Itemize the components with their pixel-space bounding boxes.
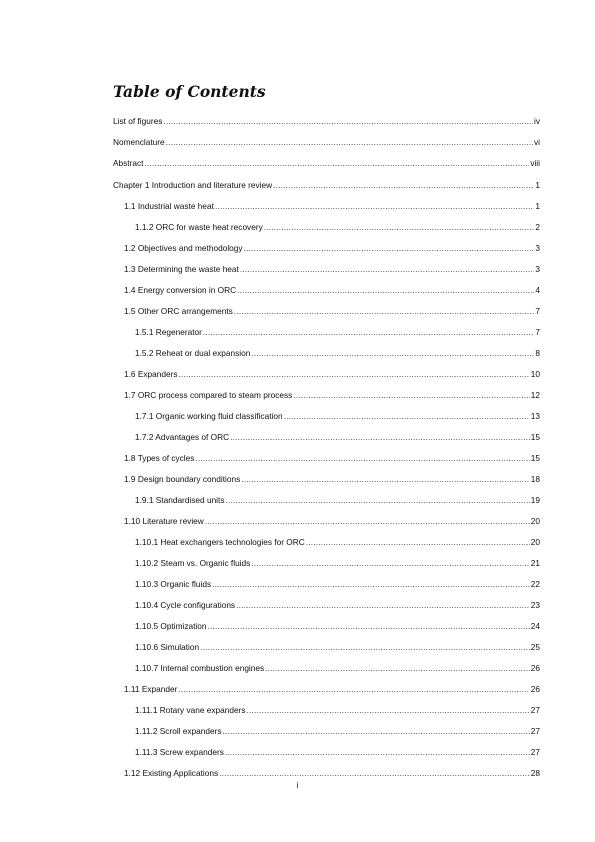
- toc-entry-page: 19: [530, 495, 540, 505]
- toc-entry-page: 12: [530, 390, 540, 400]
- toc-dot-leader: [240, 263, 535, 275]
- toc-entry-page: 26: [530, 684, 540, 694]
- toc-entry-title: 1.2 Objectives and methodology: [124, 243, 243, 253]
- toc-entry-nomenclature[interactable]: [113, 136, 540, 148]
- toc-entry-title: Abstract: [113, 158, 144, 168]
- toc-dot-leader: [195, 452, 529, 464]
- toc-entry-page: 18: [530, 474, 540, 484]
- toc-entry-page: iv: [534, 116, 540, 126]
- toc-entry-title: 1.5.1 Regenerator: [135, 327, 202, 337]
- toc-entry-page: 21: [530, 558, 540, 568]
- toc-entry-page: 15: [530, 432, 540, 442]
- toc-entry-page: 8: [535, 348, 540, 358]
- toc-entry-title: 1.8 Types of cycles: [124, 453, 195, 463]
- toc-entry-page: 3: [535, 243, 540, 253]
- toc-entry-page: vi: [534, 137, 540, 147]
- toc-entry-title: 1.10.5 Optimization: [135, 621, 207, 631]
- toc-dot-leader: [251, 557, 529, 569]
- toc-dot-leader: [163, 115, 533, 127]
- toc-entry-1-9[interactable]: [124, 473, 540, 485]
- toc-dot-leader: [223, 725, 530, 737]
- toc-entry-page: 22: [530, 579, 540, 589]
- toc-entry-page: 7: [535, 327, 540, 337]
- toc-entry-page: 2: [535, 222, 540, 232]
- toc-dot-leader: [225, 494, 529, 506]
- page-number: i: [296, 780, 299, 790]
- toc-entry-title: 1.6 Expanders: [124, 369, 178, 379]
- toc-dot-leader: [234, 305, 535, 317]
- toc-dot-leader: [178, 683, 529, 695]
- toc-entry-1-5[interactable]: [124, 305, 540, 317]
- toc-entry-page: 20: [530, 537, 540, 547]
- toc-entry-1-11[interactable]: [124, 683, 540, 695]
- toc-entry-title: 1.9 Design boundary conditions: [124, 474, 241, 484]
- toc-entry-title: Chapter 1 Introduction and literature review: [113, 180, 273, 190]
- toc-entry-page: 27: [530, 747, 540, 757]
- toc-entry-title: List of figures: [113, 116, 163, 126]
- toc-entry-page: 15: [530, 453, 540, 463]
- toc-dot-leader: [144, 157, 529, 169]
- toc-entry-title: 1.7 ORC process compared to steam process: [124, 390, 293, 400]
- toc-entry-1-11-1[interactable]: [135, 704, 540, 716]
- toc-entry-1-10-1[interactable]: [135, 536, 540, 548]
- toc-entry-1-5-1[interactable]: [135, 326, 540, 338]
- toc-entry-title: 1.7.2 Advantages of ORC: [135, 432, 230, 442]
- toc-dot-leader: [207, 620, 529, 632]
- toc-entry-1-10-3[interactable]: [135, 578, 540, 590]
- toc-dot-leader: [179, 368, 530, 380]
- toc-entry-1-4[interactable]: [124, 284, 540, 296]
- toc-entry-1-6[interactable]: [124, 368, 540, 380]
- toc-entry-1-11-2[interactable]: [135, 725, 540, 737]
- toc-dot-leader: [244, 242, 535, 254]
- toc-entry-1-7-2[interactable]: [135, 431, 540, 443]
- toc-entry-title: 1.10.7 Internal combustion engines: [135, 663, 265, 673]
- toc-entry-title: 1.11 Expander: [124, 684, 178, 694]
- toc-dot-leader: [203, 326, 534, 338]
- toc-entry-title: 1.10.4 Cycle configurations: [135, 600, 236, 610]
- toc-entry-1-10-2[interactable]: [135, 557, 540, 569]
- toc-dot-leader: [205, 515, 530, 527]
- toc-entry-1-10-4[interactable]: [135, 599, 540, 611]
- toc-entry-1-10[interactable]: [124, 515, 540, 527]
- toc-dot-leader: [247, 704, 530, 716]
- toc-dot-leader: [215, 200, 534, 212]
- toc-entry-title: 1.10.3 Organic fluids: [135, 579, 212, 589]
- toc-dot-leader: [293, 389, 529, 401]
- toc-dot-leader: [200, 641, 530, 653]
- toc-dot-leader: [264, 221, 535, 233]
- toc-entry-title: 1.5 Other ORC arrangements: [124, 306, 233, 316]
- toc-entry-1-2[interactable]: [124, 242, 540, 254]
- toc-entry-page: 24: [530, 621, 540, 631]
- toc-entry-1-1-2[interactable]: [135, 221, 540, 233]
- toc-entry-1-11-3[interactable]: [135, 746, 540, 758]
- toc-entry-page: 10: [530, 369, 540, 379]
- toc-dot-leader: [251, 347, 534, 359]
- toc-entry-title: 1.1 Industrial waste heat: [124, 201, 214, 211]
- toc-entry-title: 1.3 Determining the waste heat: [124, 264, 239, 274]
- toc-dot-leader: [284, 410, 530, 422]
- toc-entry-1-7-1[interactable]: [135, 410, 540, 422]
- toc-entry-1-10-5[interactable]: [135, 620, 540, 632]
- toc-entry-title: 1.9.1 Standardised units: [135, 495, 225, 505]
- toc-entry-1-9-1[interactable]: [135, 494, 540, 506]
- toc-entry-1-5-2[interactable]: [135, 347, 540, 359]
- toc-dot-leader: [273, 179, 534, 191]
- toc-entry-1-3[interactable]: [124, 263, 540, 275]
- toc-entry-title: 1.7.1 Organic working fluid classification: [135, 411, 283, 421]
- toc-entry-page: 28: [530, 768, 540, 778]
- toc-entry-title: 1.10.2 Steam vs. Organic fluids: [135, 558, 251, 568]
- toc-entry-page: 23: [530, 600, 540, 610]
- toc-dot-leader: [306, 536, 530, 548]
- toc-entry-page: 4: [535, 285, 540, 295]
- toc-entry-1-1[interactable]: [124, 200, 540, 212]
- toc-entry-chapter-1[interactable]: [113, 179, 540, 191]
- toc-entry-list-of-figures[interactable]: [113, 115, 540, 127]
- toc-entry-page: 27: [530, 726, 540, 736]
- toc-entry-1-10-6[interactable]: [135, 641, 540, 653]
- toc-entry-title: 1.5.2 Reheat or dual expansion: [135, 348, 251, 358]
- toc-entry-1-7[interactable]: [124, 389, 540, 401]
- toc-entry-title: 1.1.2 ORC for waste heat recovery: [135, 222, 263, 232]
- page-title: Table of Contents: [113, 82, 266, 101]
- toc-entry-page: 26: [530, 663, 540, 673]
- toc-entry-page: viii: [530, 158, 540, 168]
- toc-entry-1-10-7[interactable]: [135, 662, 540, 674]
- toc-entry-title: Nomenclature: [113, 137, 165, 147]
- toc-entry-abstract[interactable]: [113, 157, 540, 169]
- toc-dot-leader: [237, 284, 534, 296]
- toc-entry-page: 7: [535, 306, 540, 316]
- toc-entry-title: 1.11.2 Scroll expanders: [135, 726, 222, 736]
- toc-entry-title: 1.12 Existing Applications: [124, 768, 219, 778]
- toc-dot-leader: [212, 578, 530, 590]
- toc-entry-title: 1.11.1 Rotary vane expanders: [135, 705, 246, 715]
- toc-entry-title: 1.10.6 Simulation: [135, 642, 200, 652]
- toc-entry-page: 3: [535, 264, 540, 274]
- toc-dot-leader: [219, 767, 530, 779]
- toc-dot-leader: [230, 431, 530, 443]
- toc-entry-page: 13: [530, 411, 540, 421]
- toc-entry-title: 1.4 Energy conversion in ORC: [124, 285, 237, 295]
- toc-entry-1-12[interactable]: [124, 767, 540, 779]
- toc-entry-page: 1: [535, 180, 540, 190]
- toc-entry-title: 1.10 Literature review: [124, 516, 204, 526]
- toc-entry-page: 20: [530, 516, 540, 526]
- toc-dot-leader: [166, 136, 533, 148]
- toc-entry-page: 25: [530, 642, 540, 652]
- toc-entry-1-8[interactable]: [124, 452, 540, 464]
- toc-dot-leader: [241, 473, 530, 485]
- toc-dot-leader: [265, 662, 530, 674]
- toc-dot-leader: [236, 599, 530, 611]
- toc-dot-leader: [225, 746, 530, 758]
- toc-entry-page: 27: [530, 705, 540, 715]
- toc-entry-title: 1.11.3 Screw expanders: [135, 747, 224, 757]
- toc-entry-page: 1: [535, 201, 540, 211]
- toc-entry-title: 1.10.1 Heat exchangers technologies for ORC: [135, 537, 305, 547]
